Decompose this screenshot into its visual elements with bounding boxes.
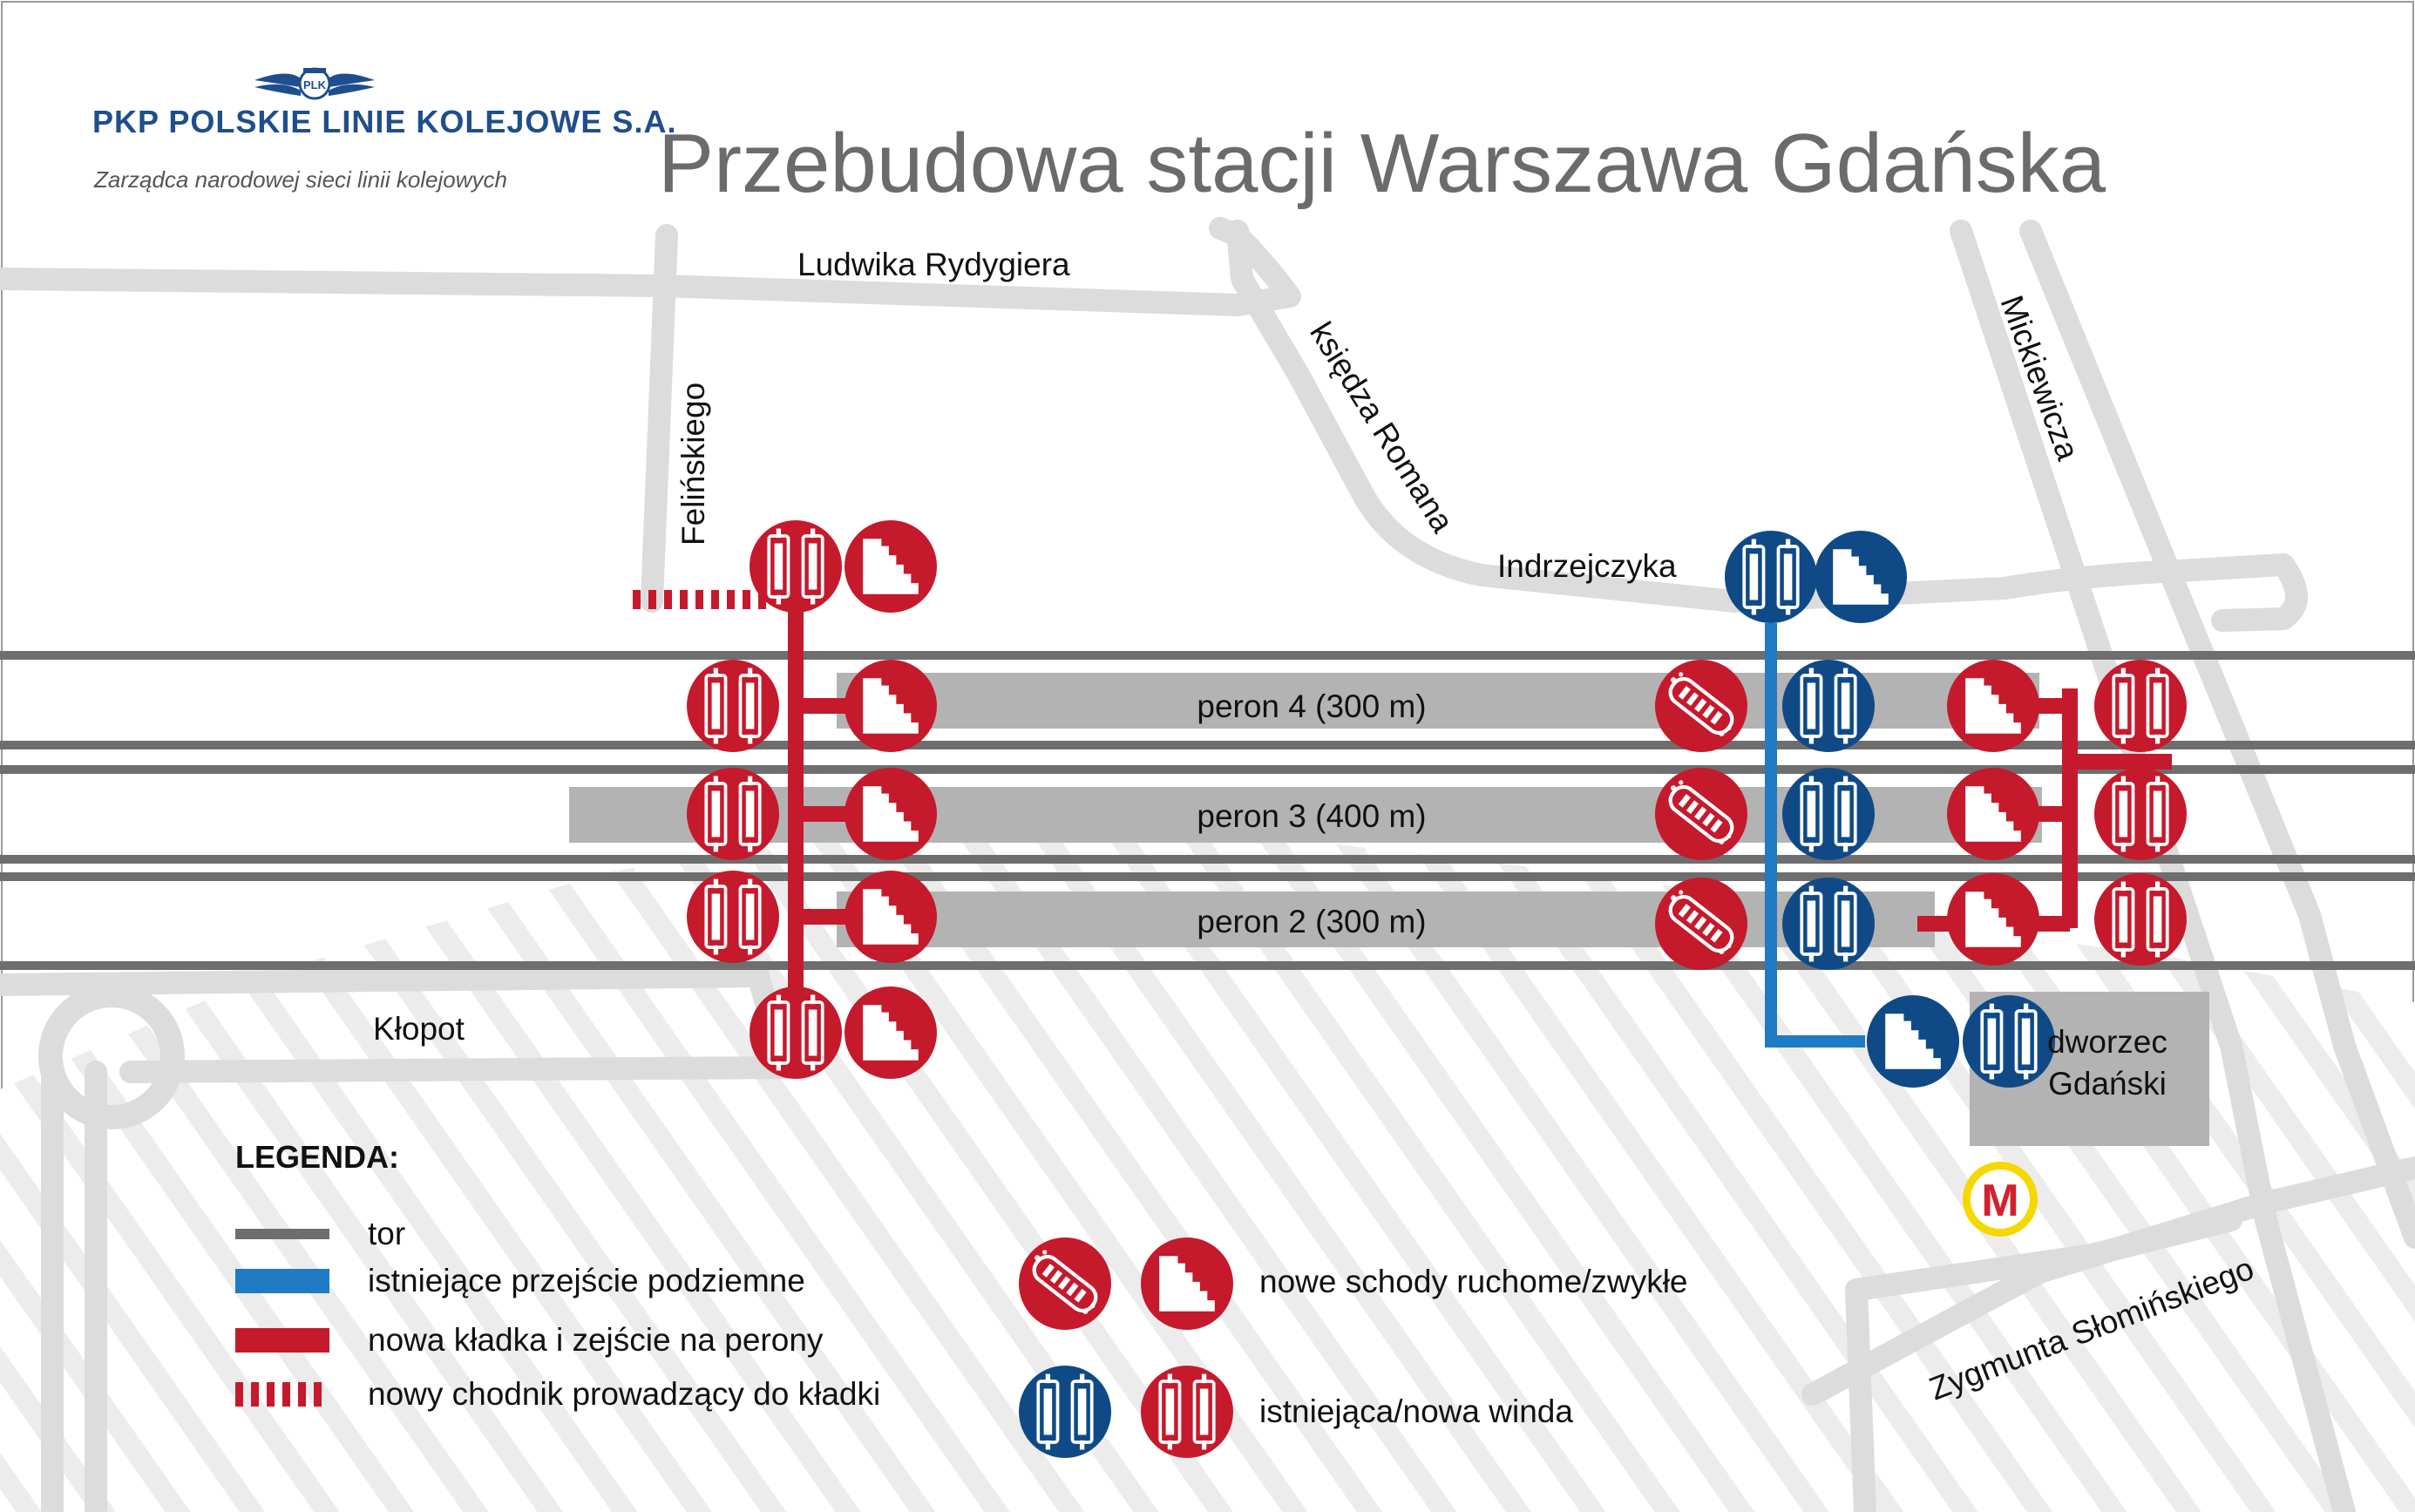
company-tagline: Zarządca narodowej sieci linii kolejowych <box>94 166 507 193</box>
legend-label-underpass: istniejące przejście podziemne <box>368 1263 805 1298</box>
label-slominskiego: Zygmunta Słomińskiego <box>1924 1250 2259 1407</box>
stairs-icon <box>1141 1237 1233 1330</box>
elevator-icon <box>2094 768 2187 860</box>
elevator-icon <box>687 871 779 963</box>
legend-label-footbridge: nowa kładka i zejście na perony <box>368 1322 824 1358</box>
label-rydygiera: Ludwika Rydygiera <box>797 247 1070 282</box>
label-indrzejczyka: Indrzejczyka <box>1497 548 1677 584</box>
road-felinskiego <box>652 235 667 601</box>
stairs-icon <box>845 520 937 613</box>
stairs-icon <box>1867 995 1959 1088</box>
platform-2-label: peron 2 (300 m) <box>1197 904 1427 939</box>
label-mickiewicza: Mickiewicza <box>1993 290 2086 465</box>
escalator-icon <box>1655 660 1747 752</box>
stairs-icon <box>845 871 937 963</box>
platform-3-label: peron 3 (400 m) <box>1197 798 1427 834</box>
elevator-icon <box>1782 768 1875 860</box>
metro-icon <box>1963 1162 2038 1237</box>
metro-letter: M <box>1981 1176 2019 1226</box>
map-title: Przebudowa stacji Warszawa Gdańska <box>658 117 2106 210</box>
legend-label-stairs: nowe schody ruchome/zwykłe <box>1259 1264 1688 1299</box>
stairs-icon <box>845 660 937 752</box>
platform-4-label: peron 4 (300 m) <box>1197 688 1427 724</box>
elevator-icon <box>1782 878 1875 970</box>
station-label-line2: Gdański <box>2048 1066 2167 1102</box>
station-label-line1: dworzec <box>2047 1024 2167 1060</box>
logo-badge: PLK <box>303 78 326 92</box>
legend-label-elevator: istniejąca/nowa winda <box>1259 1393 1573 1429</box>
elevator-icon <box>1141 1366 1233 1458</box>
elevator-icon <box>1019 1366 1111 1458</box>
escalator-icon <box>1019 1237 1111 1330</box>
label-klopot: Kłopot <box>373 1011 465 1047</box>
label-ksiedza-romana: księdza Romana <box>1303 315 1462 539</box>
legend-title: LEGENDA: <box>235 1139 399 1175</box>
elevator-icon <box>1782 660 1875 752</box>
pkp-plk-logo <box>254 68 375 98</box>
stairs-icon <box>845 768 937 860</box>
elevator-icon <box>687 768 779 860</box>
stairs-icon <box>845 987 937 1079</box>
legend-label-track: tor <box>368 1216 406 1251</box>
elevator-icon <box>2094 660 2187 752</box>
legend-label-walkway: nowy chodnik prowadzący do kładki <box>368 1376 881 1412</box>
elevator-icon <box>687 660 779 752</box>
road-rydygiera <box>0 228 1290 305</box>
company-name: PKP POLSKIE LINIE KOLEJOWE S.A. <box>92 104 677 139</box>
elevator-icon <box>1963 995 2055 1088</box>
stairs-icon <box>1947 873 2039 966</box>
elevator-icon <box>2094 873 2187 966</box>
elevator-icon <box>750 987 842 1079</box>
label-felinskiego: Felińskiego <box>675 382 711 546</box>
stairs-icon <box>1815 531 1907 623</box>
elevator-icon <box>750 520 842 613</box>
escalator-icon <box>1655 878 1747 970</box>
escalator-icon <box>1655 768 1747 860</box>
elevator-icon <box>1725 531 1817 623</box>
stairs-icon <box>1947 660 2039 752</box>
stairs-icon <box>1947 768 2039 860</box>
